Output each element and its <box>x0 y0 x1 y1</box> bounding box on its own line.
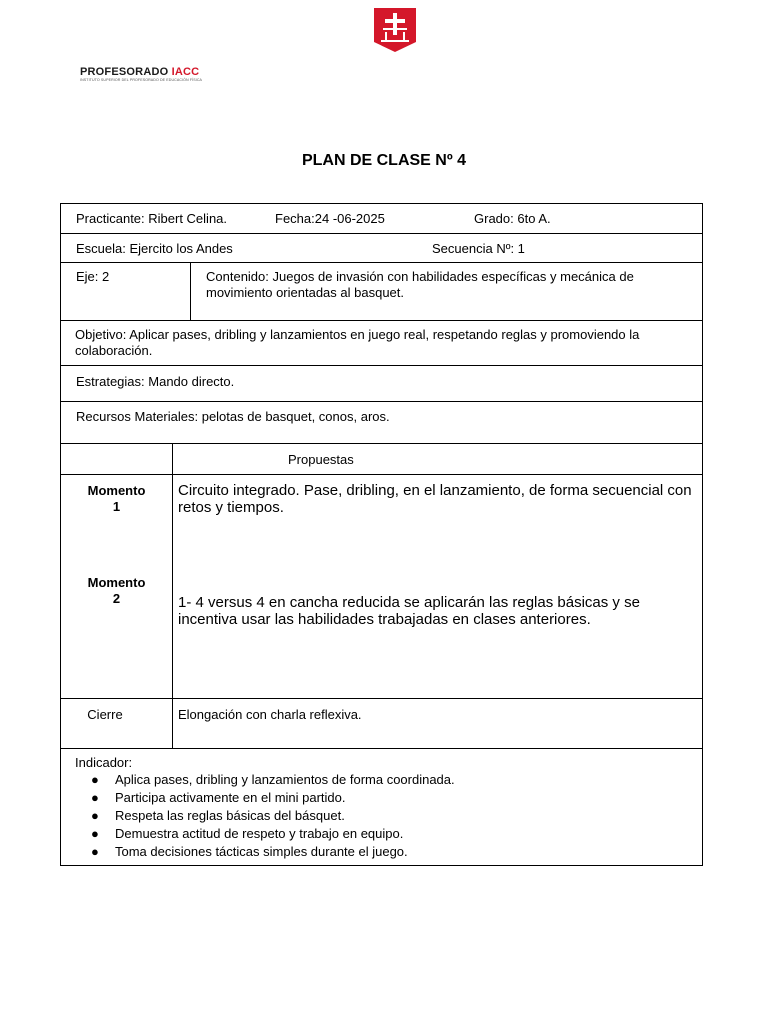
row-estrategias <box>61 366 702 402</box>
fecha-text: Fecha:24 -06-2025 <box>275 211 385 226</box>
cierre-text: Elongación con charla reflexiva. <box>178 707 362 722</box>
row-propuestas-header <box>61 444 702 475</box>
recursos-text: Recursos Materiales: pelotas de basquet, conos, aros. <box>76 409 390 424</box>
row-escuela <box>61 234 702 263</box>
grado-text: Grado: 6to A. <box>474 211 551 226</box>
estrategias-text: Estrategias: Mando directo. <box>76 374 235 389</box>
list-item: ● Participa activamente en el mini partido. <box>91 790 346 805</box>
momento1-label: Momento 1 <box>87 483 146 514</box>
propuestas-header: Propuestas <box>288 452 354 467</box>
institution-shield-icon <box>374 8 416 52</box>
secuencia-text: Secuencia Nº: 1 <box>432 241 525 256</box>
practicante-text: Practicante: Ribert Celina. <box>76 211 228 226</box>
logo-subtitle: INSTITUTO SUPERIOR DEL PROFESORADO DE EDUCACIÓN FÍSICA <box>80 78 203 82</box>
page-title: PLAN DE CLASE Nº 4 <box>301 152 467 169</box>
row-recursos <box>61 402 702 444</box>
list-item: ● Respeta las reglas básicas del básquet. <box>91 808 345 823</box>
momento2-text: 1- 4 versus 4 en cancha reducida se aplicarán las reglas básicas y se incentiva usar las habilidades trabajadas en clases anteriores. <box>178 594 640 628</box>
list-item: ● Toma decisiones tácticas simples durante el juego. <box>91 844 408 859</box>
row-cierre <box>61 699 702 749</box>
logo-main-text: PROFESORADO <box>80 66 169 78</box>
eje-text: Eje: 2 <box>76 269 110 284</box>
row-eje <box>61 263 702 321</box>
indicador-label: Indicador: <box>75 755 133 770</box>
momento1-text: Circuito integrado. Pase, dribling, en el lanzamiento, de forma secuencial con retos y tiempos. <box>178 482 692 516</box>
row-practicante <box>61 204 702 234</box>
row-objetivo <box>61 321 702 366</box>
objetivo-text: Objetivo: Aplicar pases, dribling y lanzamientos en juego real, respetando reglas y promoviendo la colaboración. <box>75 327 640 358</box>
momento2-label: Momento 2 <box>87 575 146 606</box>
row-indicador <box>61 749 702 865</box>
indicador-list <box>75 771 695 861</box>
list-item: ● Aplica pases, dribling y lanzamientos de forma coordinada. <box>91 772 455 787</box>
row-momentos <box>61 475 702 699</box>
escuela-text: Escuela: Ejercito los Andes <box>76 241 233 256</box>
cierre-label: Cierre <box>87 707 123 722</box>
lesson-plan-table <box>60 203 703 866</box>
contenido-text: Contenido: Juegos de invasión con habilidades específicas y mecánica de movimiento orientadas al basquet. <box>206 269 634 300</box>
institution-logo <box>80 66 202 82</box>
list-item: ● Demuestra actitud de respeto y trabajo en equipo. <box>91 826 404 841</box>
logo-accent-text: IACC <box>171 66 200 78</box>
